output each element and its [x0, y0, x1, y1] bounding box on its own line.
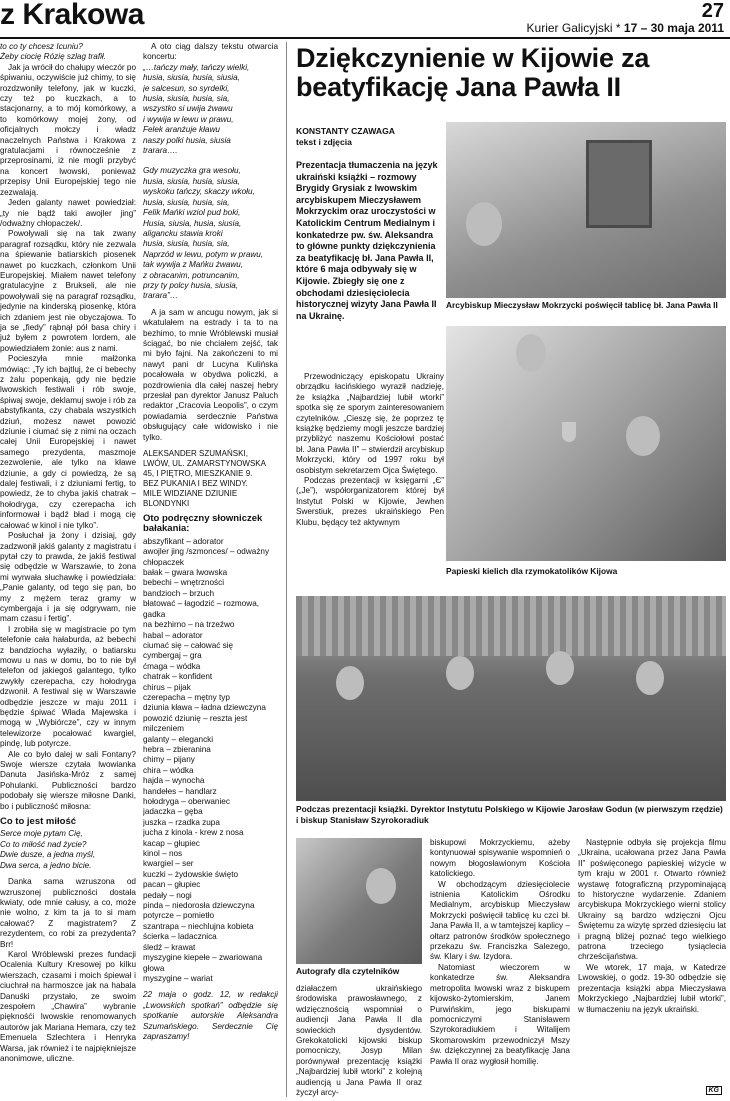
glossary-entry: kacap – głupiec — [143, 838, 200, 848]
person — [546, 651, 574, 685]
song-line: je salcesun, so syrdelki, — [143, 83, 230, 93]
glossary-entry: kwargiel – ser — [143, 859, 194, 869]
paragraph: Powoływali się na tak zwany paragraf rozsądku, który nie zezwala na śpiewanie batiarskich piosenek nawet po kuczkach, członkom Unii Europejskiej. Miałem nawet telefony gratulacyjne z Brukseli, ale nie powoływali się na paragraf rozsądku, jedynie na kinderską piosenkę, która ich zdaniem jest nie obyczajowa. To ja se „fiedy” rąbnął pół basa chiry i już byłem z powrotem lordem, ale powiedziałem żonie: aus z nami. — [0, 229, 136, 353]
article-lead: Prezentacja tłumaczenia na język ukraiński książki – rozmowy Brygidy Grysiak z lwowskim arcybiskupem Mieczysławem Mokrzyckim oraz uroczystości w Katolickim Centrum Medialnym i konkatedrze pw. św. Aleksandra to główne punkty dziękczynienia za beatyfikację bł. Jana Pawła II, które 6 maja odbywały się w Kijowie. Zbiegły się one z obchodami dziesięciolecia historycznej wizyty Jana Pawła II na Ukrainę. — [296, 160, 438, 321]
poem-line: Serce moje pytam Cię, — [0, 829, 83, 839]
glossary-entry: chatrak – konfident — [143, 672, 213, 682]
song-line: husia, siusia, husia, sia, — [143, 94, 230, 104]
paragraph: Jeden galanty nawet powiedział: „ty nie bądź taki awojler jing” /odważny chłopaczek/. — [0, 198, 136, 228]
paragraph: Jak ja wrócił do chałupy wieczór po śpiwaniu, oczywiście już chimy, to się rozdzwoniły telefony, jak w kuczki, czy też po kuczkach, a to stacjonarny, a to mój komórkowy, a to komórkowy mojej żony, od oficjalnych mołczy i władz naczelnych Państwa i Krakowa z gratulacjami i równocześnie z przeprosinami, iż nie mogli przybyć na koncert lwowski, ponieważ przepisy Unii Europejskiej tego nie zezwalają. — [0, 62, 136, 197]
caption-autographs: Autografy dla czytelników — [296, 966, 400, 976]
paragraph: Karol Wróblewski prezes fundacji Ocalenia Kultury Kresowej po kilku wierszach, czasami i moich śpiewał i ciuchrał na harmoszce jak na habala Danuśki przystało, ze swoim zespołem „Chawira” wybranie pięknośći lwowskie renomowanych autorów jak Mariana Hemara, czy też Emenuela Szlechtera i Henryka Warsa, jak również i te najpiękniejsze anonimowe, uliczne. — [0, 949, 136, 1063]
caption-audience: Podczas prezentacji książki. Dyrektor Instytutu Polskiego w Kijowie Jarosław Godun (w pierwszym rzędzie) i biskup Stanisław Szyrokoradiuk — [296, 804, 723, 825]
glossary-entry: awojler jing /szmonces/ – odważny chłopaczek — [143, 547, 270, 567]
paragraph: to co ty chcesz Icuniu? — [0, 42, 83, 51]
glossary-list — [143, 537, 278, 984]
caption-plaque: Arcybiskup Mieczysław Mokrzycki poświęcił tablicę bł. Jana Pawła II — [446, 300, 718, 310]
person — [466, 202, 502, 246]
glossary-entry: dziunia kława – ładna dziewczyna — [143, 703, 266, 713]
article-headline: Dziękczynienie w Kijowie za beatyfikację Jana Pawła II — [296, 43, 650, 102]
song-line: wyskoku tańczy, skaczy wkołu, — [143, 187, 255, 197]
photo-autographs — [296, 838, 422, 964]
glossary-entry: handełes – handlarz — [143, 786, 217, 796]
paragraph: Posłuchał ja żony i dzisiaj, gdy zadzwonił jakiś galanty z magistratu i pytał czy to prawda, że jakiś festiwal się odbędzie w Warszawie, to żona mi wyrwała słuchawkę i powiedziała: „Panie galanty, od tego się pan, bo my z mężem teraz gramy w cymbergaja i ja się odgrywam, nie mam czasu i fertig”. — [0, 531, 136, 624]
glossary-entry: chimy – pijany — [143, 755, 195, 765]
glossary-entry: ścierka – ladacznica — [143, 932, 217, 942]
paragraph: A ja sam w ancugu nowym, jak si wkatulałem na estrady i ta to na bezhimo, to mnie Wróblewski musiał ściągać, bo nie chciałem zejść, tak mi było fajni. Na zakończeni to mi nawyt pani dr Lucyna Kulińska pocałowała w obydwa policzki, a pozdrowienia dla całej naszej hebry przesłał pan dyrektor Janusz Paluch redaktor „Cracovia Leopolis”, o czym powiadamia serdecznie Państwa obsługujący całe widowisko i nie tylko. — [143, 307, 278, 442]
left-column-1 — [0, 42, 136, 1097]
byline-credit: tekst i zdjęcia — [296, 137, 352, 147]
person — [366, 868, 396, 904]
glossary-entry: jadaczka – gęba — [143, 807, 203, 817]
glossary-entry: pedały – nogi — [143, 890, 192, 900]
closing-note: 22 maja o godz. 12, w redakcji „Lwowskich spotkań” odbędzie się spotkanie autorskie Aleksandra Szumańskiego. Serdecznie Cię zapraszamy! — [143, 990, 278, 1041]
page-number: 27 — [701, 0, 724, 22]
song-line: trarara…. — [143, 146, 178, 156]
glossary-entry: pacan – głupiec — [143, 880, 201, 890]
paragraph: We wtorek, 17 maja, w Katedrze Lwowskiej, o godz. 19-30 odbędzie się prezentacja książki abpa Mieczysława Mokrzyckiego „Najbardziej lubił wtorki”, w tłumaczeniu na język ukraiński. — [578, 962, 726, 1014]
paragraph: Następnie odbyła się projekcja filmu „Ukraina, ucałowana przez Jana Pawła II” poświęconego papieskiej wizycie w tym kraju w 2001 r. Otwarto również wystawę fotograficzną przypominającą to historyczne wydarzenie. Zdaniem arcybiskupa Mokrzyckiego wierni stolicy Ukrainy są bardzo wdzięczni Ojcu Świętemu za wizytę sprzed dziesięciu lat i pragną bliżej poznać tego wielkiego patrona trzeciego tysiąclecia chrześcijaństwa. — [578, 838, 726, 962]
song-line: husia, siusia, husia, siusia, — [143, 176, 240, 186]
paragraph: Podczas prezentacji w księgarni „Є” („Je”), współorganizatorem której był Instytut Polski w Kijowie, Jewhen Swerstiuk, prezes ukraińskiego Pen Klubu, będący też aktywnym — [296, 476, 444, 527]
byline — [296, 126, 444, 148]
song-line: Naprzód w lewu, potym w prawu, — [143, 249, 264, 259]
glossary-entry: bandzioch – brzuch — [143, 588, 215, 598]
paragraph: Danka sama wzruszona od wzruszonej publiczności dostała kwiaty, ode mnie całusy, a co, może nie wolno, z kim ta ja to si mam całować? Z magistratem? Z rezydentem, co robi za prezydenta? Brr! — [0, 877, 136, 949]
poem-line: Dwie dusze, a jedna myśl, — [0, 850, 96, 860]
issue-info — [527, 21, 724, 35]
song-line: z obracanim, potruncanim, — [143, 270, 240, 280]
glossary-entry: ciumać się – całować się — [143, 640, 234, 650]
song-line: Gdy muzyczka gra wesołu, — [143, 166, 241, 176]
song-line: „…tańczy mały, tańczy wielki, — [143, 62, 250, 72]
glossary-entry: śledź – krawat — [143, 942, 196, 952]
glossary-entry: jucha z kinola - krew z nosa — [143, 828, 244, 838]
glossary-entry: kuczki – żydowskie święto — [143, 869, 239, 879]
song-line: husia, siusia, husia, sia, — [143, 197, 230, 207]
song-line: naszy polki husia, siusia — [143, 135, 231, 145]
bookshelves — [296, 596, 726, 656]
glossary-entry: cymbergaj – gra — [143, 651, 202, 661]
address-line: LWÓW, UL. ZAMARSTYNOWSKA — [143, 459, 266, 469]
glossary-entry: powozić dziunię – reszta jest milczeniem — [143, 713, 248, 734]
paragraph: Ale co było dalej w sali Fontany? Swoje wiersze czytała lwowianka Danuta Jasińska-Mróz z samej Pohulanki. Publiczności bardzo podobały się wiersze miłosne Danki, bo i publiczność miłosna: — [0, 749, 136, 811]
song-line: husia, siusia, husia, sia, — [143, 239, 230, 249]
author-name: KONSTANTY CZAWAGA — [296, 126, 395, 136]
glossary-entry: habal – adorator — [143, 630, 203, 640]
poem-title: Co to jest miłość — [0, 816, 77, 828]
glossary-entry: chirus – pijak — [143, 682, 191, 692]
song-line: Husia, siusia, husia, siusia, — [143, 218, 242, 228]
glossary-entry: czerepacha – mętny typ — [143, 692, 230, 702]
photo-chalice — [446, 326, 726, 561]
publication-logo: KG — [706, 1086, 723, 1095]
song-line — [143, 156, 278, 166]
glossary-entry: hebra – zbieranina — [143, 744, 211, 754]
glossary-entry: szantrapa – niechlujna kobieta — [143, 921, 254, 931]
song-line: przy ty polcy husia, siusia, — [143, 280, 239, 290]
address-line: MILE WIDZIANE DZIUNIE BLONDYNKI — [143, 489, 238, 509]
glossary-entry: hajda – wynocha — [143, 776, 205, 786]
glossary-title: Oto podręczny słowniczek bałakania: — [143, 513, 263, 535]
glossary-entry: na bezhirno – na trzeźwo — [143, 620, 235, 630]
person — [636, 661, 664, 695]
paragraph: biskupowi Mokrzyckiemu, ażeby kontynuował spisywanie wspomnień o nowym błogosławionym Kościoła katolickiego. — [430, 838, 570, 879]
person — [446, 656, 474, 690]
glossary-entry: kinol – nos — [143, 849, 183, 859]
chalice — [562, 422, 576, 442]
paragraph: działaczem ukraińskiego środowiska prawosławnego, z wdzięcznością wspomniał o audiencji Jana Pawła II dla sowieckich dysydentów. Grekokatolicki kijowski biskup pomocniczy, Josyp Milan porównywał prezentację książki „Najbardziej lubił wtorki” z kolejną audiencją u Jana Pawła II oraz życzył arcy- — [296, 984, 422, 1097]
plaque — [586, 140, 652, 228]
left-column-2 — [143, 42, 278, 1097]
section-title: z Krakowa — [0, 0, 144, 31]
glossary-entry: bebechi – wnętrzności — [143, 578, 225, 588]
address-line: ALEKSANDER SZUMAŃSKI, — [143, 449, 248, 459]
publication-name: Kurier Galicyjski * — [526, 21, 621, 35]
song-line: Felek aranżuje kławu — [143, 125, 220, 135]
photo-plaque — [446, 122, 726, 298]
photo-audience — [296, 596, 726, 801]
person — [336, 666, 364, 700]
glossary-entry: bałak – gwara lwowska — [143, 568, 228, 578]
poem-line: Co to miłość nad życie? — [0, 839, 87, 849]
person — [626, 416, 660, 456]
glossary-entry: ćmaga – wódka — [143, 661, 201, 671]
song-line: i wywija w lewu w prawu, — [143, 114, 234, 124]
glossary-entry: juszka – rzadka zupa — [143, 817, 220, 827]
song-line: husia, siusia, husia, siusia, — [143, 73, 240, 83]
glossary-entry: potyrcze – pomietło — [143, 911, 214, 921]
caption-chalice: Papieski kielich dla rzymokatolików Kijowa — [446, 566, 618, 576]
address-line: 45, I PIĘTRO, MIESZKANIE 9. — [143, 469, 253, 479]
right-narrow-column — [296, 372, 444, 597]
glossary-entry: hołodryga – oberwaniec — [143, 797, 230, 806]
issue-date: 17 – 30 maja 2011 — [623, 21, 724, 35]
song-lyrics — [143, 63, 278, 302]
glossary-entry: myszygine kiepełe – zwariowana głowa — [143, 953, 263, 973]
glossary-entry: pinda – niedorosła dziewczyna — [143, 901, 255, 911]
glossary-entry: abszyfikant – adorator — [143, 536, 224, 546]
paragraph: I zrobiła się w magistracie po tym telefonie cała hałaburda, aż bebechi z bandziocha wyłaziły, o batiarsku mowu u nas w domu, bo to nie był telefon od jakiegoś galantego, tylko zwykły czerepacha, czy hołodryga dzwonił. A festiwal się w Warszawie odbędzie jeszcze w maju 2011 i będzie śpiwać Włada Majewska i mogą w „Wybiórcze”, czy w innym telewizorze pocałować kwargiel, pindę, lub potyrcze. — [0, 624, 136, 749]
paragraph: Przewodniczący episkopatu Ukrainy obrządku łacińskiego wyraził nadzieję, że książka „Najbardziej lubił wtorki” spotka się ze sporym zainteresowaniem czytelników. „Cieszę się, że poprzez tę książkę będziemy mogli jeszcze bardziej przybliżyć naszemu Kościołowi postać bł. Jana Pawła II” – stwierdził arcybiskup Mokrzycki, który od 1997 roku był osobistym sekretarzem Ojca Świętego. — [296, 372, 444, 475]
paragraph: A oto ciąg dalszy tekstu otwarcia koncertu: — [143, 42, 278, 62]
right-column-b — [296, 984, 422, 1097]
person — [516, 334, 546, 372]
song-line: wszystko si uwija żwawu — [143, 104, 233, 114]
glossary-entry: chira – wódka — [143, 765, 194, 775]
glossary-entry: błatować – łagodzić – rozmowa, gadka — [143, 599, 260, 619]
glossary-entry: galanty – elegancki — [143, 734, 214, 744]
paragraph: W obchodzącym dziesięciolecie istnienia Katolickim Ośrodku Medialnym, arcybiskup Mieczysław Mokrzycki poświęcił tablicę ku czci bł. Jana Pawła II, a w tamtejszej kaplicy – ołtarz patronów środków społecznego przekazu św. Franciszka Salezego, św. Klary i św. Izydora. — [430, 879, 570, 962]
author-address — [143, 449, 278, 509]
paragraph: Pocieszyła mnie małżonka mówiąc: „Ty ich bajtluj, że ci bebechy z żalu popenkają, gdy nie będzie lwowskich festiwali i rób swoje, śpiwaj swoje, deklamuj swoje i rób za abstyfikanta, czy chabala wszystkich dziuń, możesz nawet powozić dziunie i ciumać się z nimi na oczach całej Unii Europejskiej i nawet samego prezydenta, maszmoje zezwolenie, ale tylko na kławe dziunie, a gdy ci powiedzą, że są dalej festiwali, i z dziuniami fertig, to powiedz, że to chyba jakiś chatrak – hołodryga, czy czerepacha ich informował i bądź bład i mogą cię całować w kinol i nie tylko”. — [0, 354, 136, 530]
address-line: BEZ PUKANIA I BEZ WINDY. — [143, 479, 248, 489]
column-divider — [286, 42, 287, 1097]
song-line: tak wywija z Mańku żwawu, — [143, 260, 244, 270]
glossary-entry: myszygine – wariat — [143, 973, 213, 983]
song-line: aligancku stawia kroki — [143, 228, 223, 238]
song-line: trarara”… — [143, 291, 179, 301]
header-rule — [0, 37, 730, 39]
right-column-c — [430, 838, 570, 1100]
poem-line: Dwa serca, a jedno bicie. — [0, 860, 92, 870]
paragraph: Natomiast wieczorem w konkatedrze św. Aleksandra metropolita lwowski wraz z biskupem kijowsko-żytomierskim, Janem Purwińskim, jego biskupami pomocniczymi Stanisławem Szyrokoradiukiem i Witalijem Skomarowskim przewodniczył Mszy św. dziękczynnej za beatyfikację Jana Pawła II oraz wygłosił homilię. — [430, 962, 570, 1066]
right-column-d — [578, 838, 726, 1078]
paragraph: Żeby ciocię Rózię szlag trafił. — [0, 52, 107, 62]
song-line: Felik Mańki wziol pud boki, — [143, 208, 241, 218]
